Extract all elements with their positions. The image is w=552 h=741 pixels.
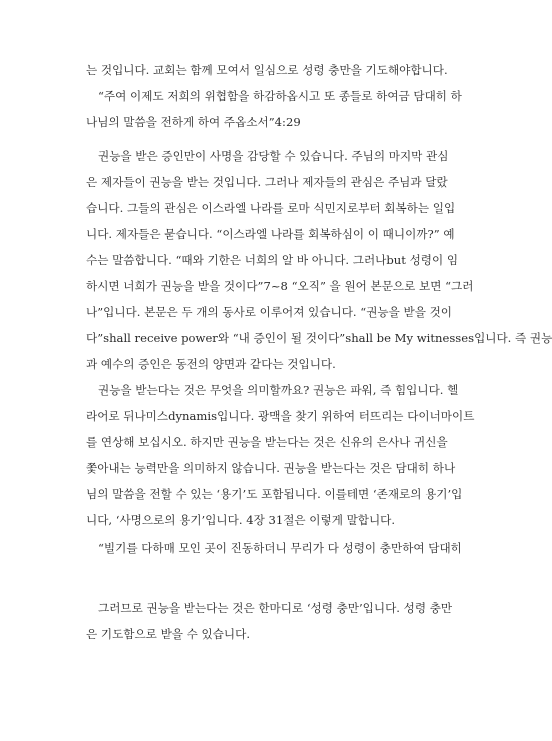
quote-line: “주여 이제도 저희의 위협함을 하감하옵시고 또 종들로 하여금 담대히 하 xyxy=(98,89,462,103)
text-line: 수는 말씀합니다. “때와 기한은 너희의 알 바 아니다. 그러나but 성령이 임 xyxy=(86,253,459,267)
text-line: 습니다. 그들의 관심은 이스라엘 나라를 로마 식민지로부터 회복하는 일입 xyxy=(86,201,456,215)
quote-line: “빌기를 다하매 모인 곳이 진동하더니 무리가 다 성령이 충만하여 담대히 xyxy=(98,541,462,555)
text-line: 는 것입니다. 교회는 함께 모여서 일심으로 성령 충만을 기도해야합니다. xyxy=(86,63,448,77)
text-line: 권능을 받은 증인만이 사명을 감당할 수 있습니다. 주님의 마지막 관심 xyxy=(98,149,449,163)
text-line: 님의 말씀을 전할 수 있는 ‘용기’도 포함됩니다. 이를테면 ‘존재로의 용기’입 xyxy=(86,487,463,501)
text-line: 다”shall receive power와 “내 증인이 될 것이다”shall be My witnesses입니다. 즉 권능 xyxy=(86,331,552,345)
text-line: 니다, ‘사명으로의 용기’입니다. 4장 31절은 이렇게 말합니다. xyxy=(86,513,396,527)
text-line: 권능을 받는다는 것은 무엇을 의미할까요? 권능은 파워, 즉 힘입니다. 헬 xyxy=(98,383,459,397)
text-line: 은 제자들이 권능을 받는 것입니다. 그러나 제자들의 관심은 주님과 달랐 xyxy=(86,175,448,189)
text-line: 과 예수의 증인은 동전의 양면과 같다는 것입니다. xyxy=(86,357,336,371)
text-line: 쫓아내는 능력만을 의미하지 않습니다. 권능을 받는다는 것은 담대히 하나 xyxy=(86,461,456,475)
quote-line: 나님의 말씀을 전하게 하여 주옵소서”4:29 xyxy=(86,115,301,129)
text-line: 그러므로 권능을 받는다는 것은 한마디로 ‘성령 충만’입니다. 성령 충만 xyxy=(98,601,453,615)
text-line: 하시면 너희가 권능을 받을 것이다”7~8 “오직” 을 원어 본문으로 보면 “그러 xyxy=(86,279,474,293)
text-line: 를 연상해 보십시오. 하지만 권능을 받는다는 것은 신유의 은사나 귀신을 xyxy=(86,435,448,449)
text-line: 나”입니다. 본문은 두 개의 동사로 이루어져 있습니다. “권능을 받을 것이 xyxy=(86,305,452,319)
text-line: 은 기도함으로 받을 수 있습니다. xyxy=(86,627,251,641)
text-line: 니다. 제자들은 묻습니다. “이스라엘 나라를 회복하심이 이 때니이까?” 예 xyxy=(86,227,455,241)
text-line: 라어로 뒤나미스dynamis입니다. 광맥을 찾기 위하여 터뜨리는 다이너마이트 xyxy=(86,409,475,423)
